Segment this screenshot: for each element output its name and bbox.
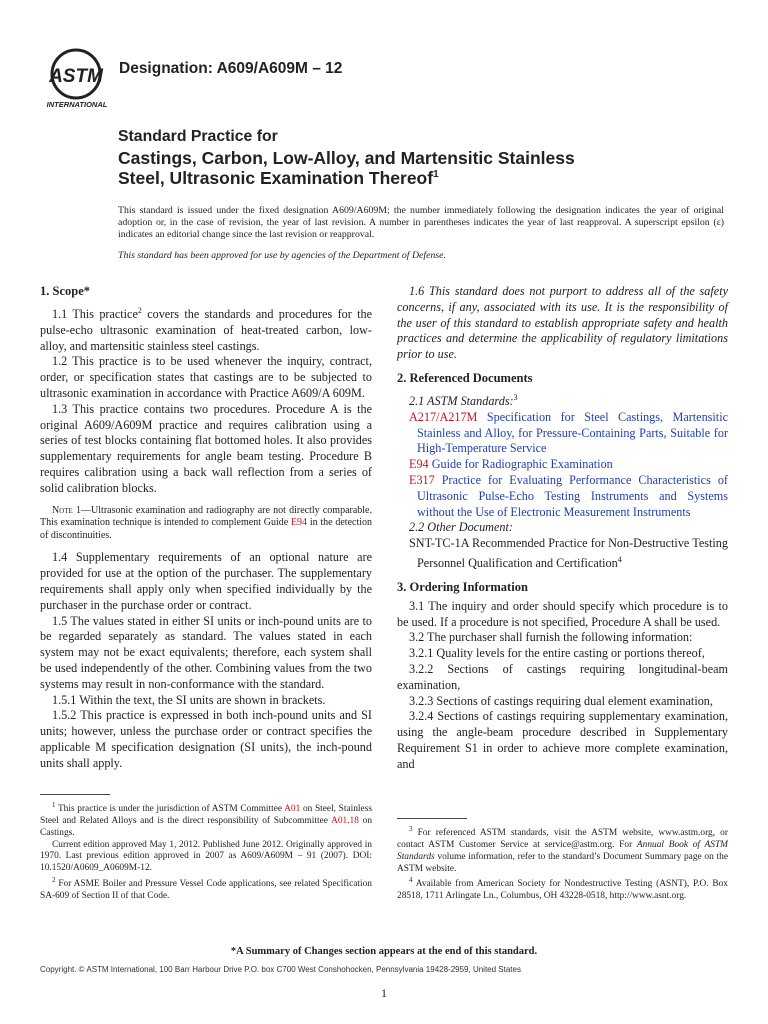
dod-italic: This standard has been approved for use by agencies of the Department of Defense. [118, 250, 446, 261]
fn4-mark: 4 [409, 876, 413, 885]
issue-text: This standard is issued under the fixed designation A609/A609M; the number immediately following the designation indicates the year of original adoption or, in the case of revision, the year of last revision. A number in parentheses indicates the year of last reapproval. A superscript epsilon (ε) indicates an editorial change since the last revision or reapproval. [118, 205, 724, 240]
fn3-italic: Annual Book of ASTM Standards [397, 839, 728, 862]
fn1-mark: 1 [52, 801, 56, 809]
fn3-a: For referenced ASTM standards, visit the ASTM website, www.astm.org, or contact ASTM Customer Service at service@astm.org. For [397, 828, 728, 850]
note-text-b: in the detection of discontinuities. [40, 517, 373, 541]
fn1-b: on Steel, Stainless Steel and Related Alloys and is the direct responsibility of Subcommittee [40, 804, 372, 826]
para-1-3: 1.3 This practice contains two procedures. Procedure A is the original A609/A609M practice and requires calibration using a series of test blocks containing flat bottomed holes. It also provides supplementary requirements for angle beam testing. Procedure B requires calibration using a back wall reflection from a series of solid calibration blocks. [40, 401, 372, 495]
title-line3-text: Steel, Ultrasonic Examination Thereof [118, 168, 434, 188]
order-heading: 3. Ordering Information [397, 579, 528, 594]
para-1-1b: covers the standards and procedures for the pulse-echo ultrasonic examination of heat-treated carbon, low-alloy, and martensitic stainless steel castings. [40, 307, 373, 353]
para-2-2 [397, 520, 728, 536]
a01-link[interactable]: A01 [284, 804, 301, 815]
footnote-rule-right [397, 818, 467, 819]
para-3-2-1: 3.2.1 Quality levels for the entire casting or portions thereof, [409, 646, 705, 661]
title-line2: Castings, Carbon, Low-Alloy, and Martensitic Stainless [118, 148, 575, 168]
ref-e94-code[interactable]: E94 [409, 457, 429, 472]
ref-a217-title[interactable]: Specification for Steel Castings, Martensitic Stainless and Alloy, for Pressure-Containing Parts, Suitable for High-Temperature Service [417, 409, 728, 456]
title-line1: Standard Practice for [118, 128, 278, 145]
page-number: 1 [381, 986, 387, 1000]
scope-heading: 1. Scope* [40, 284, 90, 298]
footnote-1 [40, 800, 372, 840]
issue-statement [118, 205, 724, 263]
note-label: Note 1 [52, 504, 82, 516]
para-1-1a: 1.1 This practice [52, 307, 138, 322]
astm-logo [40, 46, 112, 112]
a01-18-link[interactable]: A01.18 [331, 815, 359, 826]
para-2-1 [397, 390, 728, 410]
ref-a217-code[interactable]: A217/A217M [409, 409, 478, 424]
ref-snt [397, 536, 728, 572]
fn2-text: For ASME Boiler and Pressure Vessel Code applications, see related Specification SA-609 of Section II of that Code. [40, 879, 372, 901]
footnotes-right [397, 824, 728, 903]
summary-notice: *A Summary of Changes section appears at the end of this standard. [230, 946, 538, 957]
para-2-1-text: 2.1 ASTM Standards: [409, 394, 514, 409]
para-3-2: 3.2 The purchaser shall furnish the following information: [409, 630, 693, 645]
footnote-2 [40, 875, 372, 903]
ref-snt-text: SNT-TC-1A Recommended Practice for Non-Destructive Testing Personnel Qualification and Certification [409, 536, 728, 571]
designation: Designation: A609/A609M – 12 [119, 60, 343, 77]
fn2-ref: 2 [137, 306, 142, 315]
para-1-5-2: 1.5.2 This practice is expressed in both inch-pound units and SI units; however, unless the purchase order or contract specifies the applicable M specification designation (SI units), the inch-pound units shall apply. [40, 708, 372, 770]
para-2-2-text: 2.2 Other Document: [409, 520, 513, 535]
para-3-2-3: 3.2.3 Sections of castings requiring dual element examination, [409, 693, 713, 708]
footnote-1-edition: Current edition approved May 1, 2012. Published June 2012. Originally approved in 1970. Last previous edition approved in 2007 as A609/A609M – 91 (2007). DOI: 10.1520/A0609_A0609M-12. [40, 839, 372, 874]
ref-e94-title[interactable]: Guide for Radiographic Examination [431, 457, 613, 472]
para-1-6-italic: 1.6 This standard does not purport to address all of the safety concerns, if any, associated with its use. It is the responsibility of the user of this standard to establish appropriate safety and health practices and determine the applicability of regulatory limitations prior to use. [397, 284, 728, 362]
para-1-4: 1.4 Supplementary requirements of an optional nature are provided for use at the option of the purchaser. The supplementary requirements shall apply only when specified individually by the purchaser in the purchase order or contract. [40, 550, 372, 612]
dod-text [118, 250, 724, 263]
fn3-b: volume information, refer to the standard’s Document Summary page on the ASTM website. [397, 851, 728, 874]
para-3-2-4: 3.2.4 Sections of castings requiring supplementary examination, using the angle-beam procedure described in Supplementary Requirement S1 in order to achieve more complete examination, and [397, 709, 728, 771]
footnote-rule-left [40, 794, 110, 795]
note-1 [40, 505, 372, 543]
left-column [40, 284, 372, 772]
footnote-4 [397, 875, 728, 903]
ref-heading: 2. Referenced Documents [397, 370, 533, 385]
ref-e317-code[interactable]: E317 [409, 473, 435, 488]
ref-e94 [397, 457, 728, 473]
fn2-mark: 2 [52, 875, 56, 884]
para-1-2: 1.2 This practice is to be used whenever the inquiry, contract, order, or specification states that castings are to be subjected to ultrasonic examination in accordance with Practice A609/A 609M. [40, 354, 372, 401]
ref-e317 [397, 473, 728, 520]
para-1-5-1: 1.5.1 Within the text, the SI units are shown in brackets. [52, 692, 326, 707]
note-text-a: —Ultrasonic examination and radiography are not directly comparable. This examination technique is intended to complement Guide [40, 504, 372, 529]
logo-subtext: INTERNATIONAL [46, 100, 108, 109]
fn3-mark: 3 [409, 825, 413, 833]
ref-a217 [397, 410, 728, 457]
title-line3 [118, 168, 439, 189]
para-1-1 [40, 303, 372, 354]
right-column [397, 284, 728, 773]
footnote-3 [397, 824, 728, 875]
copyright: Copyright. © ASTM International, 100 Barr Harbour Drive P.O. box C700 West Conshohocken, Pennsylvania 19428-2959, United States [40, 965, 521, 974]
fn1-a: This practice is under the jurisdiction of ASTM Committee [55, 804, 285, 815]
para-3-1: 3.1 The inquiry and order should specify which procedure is to be used. If a procedure is not specified, Procedure A shall be used. [397, 598, 728, 629]
para-1-6 [397, 284, 728, 363]
fn1-c: on Castings. [40, 815, 373, 838]
para-1-5: 1.5 The values stated in either SI units or inch-pound units are to be regarded separately as standard. The values stated in each system may not be exact equivalents; therefore, each system shall be used independently of the other. Combining values from the two systems may result in non-conformance with the standard. [40, 613, 372, 691]
title-footnote-ref: 1 [433, 169, 439, 181]
fn4-text: Available from American Society for Nondestructive Testing (ASNT), P.O. Box 28518, 1711 Arlingate Ln., Columbus, OH 43228-0518, http://www.asnt.org. [397, 879, 728, 902]
ref-e317-title[interactable]: Practice for Evaluating Performance Characteristics of Ultrasonic Pulse-Echo Testing Instruments and Systems without the Use of Electronic Measurement Instruments [417, 473, 728, 519]
fn4-ref: 4 [617, 555, 622, 565]
svg-text:ASTM: ASTM [49, 66, 103, 87]
footnotes-left [40, 800, 372, 903]
fn3-ref: 3 [513, 392, 518, 402]
e94-link[interactable]: E94 [290, 517, 308, 529]
para-3-2-2: 3.2.2 Sections of castings requiring longitudinal-beam examination, [397, 662, 728, 692]
